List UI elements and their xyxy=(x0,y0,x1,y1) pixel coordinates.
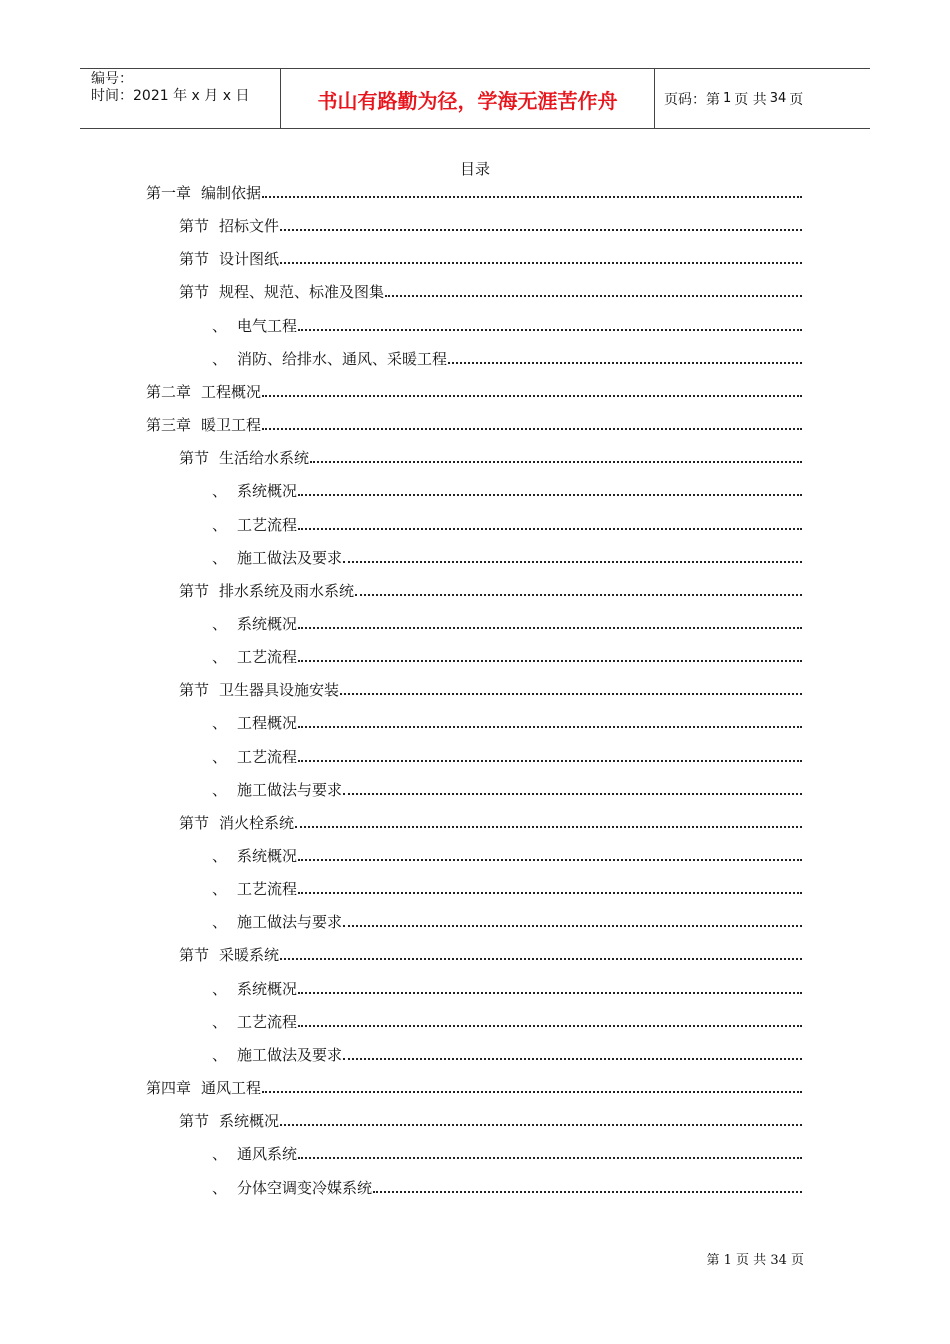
toc-entry-prefix: 第节 xyxy=(179,681,210,699)
header-meta xyxy=(80,69,281,128)
toc-dot-leader xyxy=(298,991,802,994)
toc-dot-leader xyxy=(262,427,802,430)
page-header xyxy=(80,68,870,129)
toc-entry-text: 施工做法与要求 xyxy=(237,913,343,931)
toc-entry-prefix: 、 xyxy=(212,317,228,335)
toc-entry[interactable] xyxy=(212,910,802,932)
toc-entry-text: 工程概况 xyxy=(201,383,262,401)
toc-entry-prefix: 第节 xyxy=(179,1112,210,1130)
toc-entry-prefix: 、 xyxy=(212,980,228,998)
toc-dot-leader xyxy=(448,361,802,364)
toc-dot-leader xyxy=(262,195,802,198)
toc-entry-label xyxy=(179,813,294,833)
toc-dot-leader xyxy=(298,891,802,894)
toc-entry-prefix: 、 xyxy=(212,880,228,898)
toc-entry-prefix: 第节 xyxy=(179,250,210,268)
toc-entry[interactable] xyxy=(212,977,802,999)
toc-dot-leader xyxy=(262,1090,802,1093)
toc-entry-label xyxy=(212,349,447,369)
toc-entry-prefix: 、 xyxy=(212,648,228,666)
toc-dot-leader xyxy=(280,228,802,231)
toc-entry-text: 排水系统及雨水系统 xyxy=(219,582,355,600)
toc-entry-label xyxy=(212,979,297,999)
toc-dot-leader xyxy=(298,493,802,496)
toc-entry[interactable] xyxy=(179,280,802,302)
toc-entry-prefix: 第二章 xyxy=(146,383,192,401)
header-motto: 书山有路勤为径，学海无涯苦作舟 xyxy=(281,69,655,128)
toc-entry-prefix: 、 xyxy=(212,781,228,799)
toc-entry-text: 设计图纸 xyxy=(219,250,280,268)
toc-entry[interactable] xyxy=(212,1176,802,1198)
toc-entry[interactable] xyxy=(212,711,802,733)
toc-entry-text: 工艺流程 xyxy=(237,880,298,898)
page-label-suffix: 页 xyxy=(789,91,804,108)
toc-entry[interactable] xyxy=(212,645,802,667)
toc-entry-text: 工艺流程 xyxy=(237,648,298,666)
toc-entry-label xyxy=(212,647,297,667)
toc-entry-label xyxy=(179,448,309,468)
toc-entry-text: 系统概况 xyxy=(237,482,298,500)
toc-entry-label xyxy=(212,1178,372,1198)
toc-entry-prefix: 第三章 xyxy=(146,416,192,434)
toc-dot-leader xyxy=(298,527,802,530)
toc-dot-leader xyxy=(298,659,802,662)
page-current: 1 xyxy=(723,91,732,106)
toc-entry[interactable] xyxy=(179,678,802,700)
toc-entry-prefix: 第节 xyxy=(179,283,210,301)
toc-entry[interactable] xyxy=(179,943,802,965)
toc-entry-text: 消防、给排水、通风、采暖工程 xyxy=(237,350,448,368)
toc-title: 目录 xyxy=(459,160,490,178)
toc-entry-prefix: 第节 xyxy=(179,449,210,467)
toc-entry[interactable] xyxy=(146,413,802,435)
page-label-prefix: 页码：第 xyxy=(664,91,720,108)
toc-dot-leader xyxy=(298,1024,802,1027)
toc-dot-leader xyxy=(343,792,802,795)
toc-entry-prefix: 、 xyxy=(212,482,228,500)
toc-dot-leader xyxy=(340,692,802,695)
toc-dot-leader xyxy=(355,593,802,596)
toc-entry[interactable] xyxy=(212,314,802,336)
toc-entry-text: 系统概况 xyxy=(219,1112,280,1130)
toc-entry-text: 招标文件 xyxy=(219,217,280,235)
toc-entry-text: 规程、规范、标准及图集 xyxy=(219,283,385,301)
toc-entry-text: 工艺流程 xyxy=(237,748,298,766)
toc-entry-label xyxy=(179,680,339,700)
toc-entry[interactable] xyxy=(212,745,802,767)
toc-entry-label xyxy=(212,1045,342,1065)
toc-entry-prefix: 、 xyxy=(212,549,228,567)
toc-entry-text: 系统概况 xyxy=(237,847,298,865)
toc-entry-text: 生活给水系统 xyxy=(219,449,310,467)
header-page-number xyxy=(655,69,870,128)
toc-entry[interactable] xyxy=(179,247,802,269)
toc-entry-label xyxy=(212,747,297,767)
toc-dot-leader xyxy=(298,759,802,762)
toc-dot-leader xyxy=(310,460,802,463)
toc-entry-prefix: 、 xyxy=(212,615,228,633)
toc-entry-label xyxy=(179,282,384,302)
toc-entry-label xyxy=(212,515,297,535)
toc-entry-label xyxy=(179,216,279,236)
toc-entry-prefix: 第一章 xyxy=(146,184,192,202)
toc-entry-text: 施工做法及要求 xyxy=(237,549,343,567)
toc-entry-prefix: 、 xyxy=(212,1046,228,1064)
toc-entry-label xyxy=(146,183,261,203)
toc-entry-prefix: 第节 xyxy=(179,946,210,964)
toc-entry-text: 施工做法及要求 xyxy=(237,1046,343,1064)
toc-entry[interactable] xyxy=(179,579,802,601)
toc-entry-prefix: 、 xyxy=(212,1179,228,1197)
toc-entry-label xyxy=(179,1111,279,1131)
toc-entry-prefix: 、 xyxy=(212,1013,228,1031)
toc-dot-leader xyxy=(298,725,802,728)
toc-entry-text: 分体空调变冷媒系统 xyxy=(237,1179,373,1197)
toc-entry-prefix: 第节 xyxy=(179,217,210,235)
toc-entry-label xyxy=(179,581,354,601)
toc-dot-leader xyxy=(373,1190,802,1193)
toc-entry-label xyxy=(212,846,297,866)
toc-dot-leader xyxy=(262,394,802,397)
toc-entry[interactable] xyxy=(212,877,802,899)
page-footer: 第 1 页 共 34 页 xyxy=(706,1253,804,1268)
page-total: 34 xyxy=(769,91,787,106)
toc-entry[interactable] xyxy=(212,778,802,800)
toc-dot-leader xyxy=(298,1156,802,1159)
toc-entry-text: 暖卫工程 xyxy=(201,416,262,434)
toc-entry-prefix: 、 xyxy=(212,748,228,766)
toc-entry[interactable] xyxy=(146,1076,802,1098)
toc-entry-prefix: 第四章 xyxy=(146,1079,192,1097)
toc-dot-leader xyxy=(298,626,802,629)
toc-entry-text: 采暖系统 xyxy=(219,946,280,964)
toc-entry-label xyxy=(146,415,261,435)
toc-entry[interactable] xyxy=(212,347,802,369)
toc-entry-label xyxy=(179,945,279,965)
toc-entry-text: 编制依据 xyxy=(201,184,262,202)
toc-entry-prefix: 第节 xyxy=(179,814,210,832)
toc-entry-text: 通风工程 xyxy=(201,1079,262,1097)
toc-entry[interactable] xyxy=(179,214,802,236)
toc-dot-leader xyxy=(298,328,802,331)
toc-entry-label xyxy=(146,382,261,402)
toc-dot-leader xyxy=(280,261,802,264)
toc-entry-text: 消火栓系统 xyxy=(219,814,295,832)
toc-entry-text: 施工做法与要求 xyxy=(237,781,343,799)
document-number-label: 编号： xyxy=(91,71,133,87)
toc-entry[interactable] xyxy=(179,811,802,833)
toc-entry-prefix: 、 xyxy=(212,714,228,732)
toc-entry-text: 工艺流程 xyxy=(237,1013,298,1031)
toc-entry[interactable] xyxy=(212,612,802,634)
toc-entry[interactable] xyxy=(179,446,802,468)
toc-entry[interactable] xyxy=(212,479,802,501)
toc-entry-prefix: 、 xyxy=(212,350,228,368)
toc-entry-label xyxy=(212,481,297,501)
toc-entry-label xyxy=(212,316,297,336)
toc-entry-text: 工艺流程 xyxy=(237,516,298,534)
toc-entry-text: 通风系统 xyxy=(237,1145,298,1163)
page-label-mid: 页 共 xyxy=(734,91,767,108)
toc-dot-leader xyxy=(280,1123,802,1126)
toc-entry-prefix: 、 xyxy=(212,516,228,534)
toc-entry-label xyxy=(212,614,297,634)
toc-entry-label xyxy=(212,713,297,733)
toc-entry-prefix: 、 xyxy=(212,847,228,865)
toc-entry[interactable] xyxy=(212,1142,802,1164)
toc-entry[interactable] xyxy=(146,380,802,402)
toc-entry-prefix: 、 xyxy=(212,913,228,931)
toc-entry[interactable] xyxy=(212,1010,802,1032)
toc-entry-label xyxy=(146,1078,261,1098)
toc-dot-leader xyxy=(280,957,802,960)
toc-entry[interactable] xyxy=(212,844,802,866)
toc-dot-leader xyxy=(343,1057,802,1060)
toc-entry-label xyxy=(179,249,279,269)
toc-entry-label xyxy=(212,912,342,932)
toc-entry-text: 卫生器具设施安装 xyxy=(219,681,340,699)
toc-dot-leader xyxy=(385,294,802,297)
toc-entry-label xyxy=(212,1144,297,1164)
toc-entry[interactable] xyxy=(212,1043,802,1065)
toc-dot-leader xyxy=(343,560,802,563)
toc-dot-leader xyxy=(343,924,802,927)
toc-entry-prefix: 、 xyxy=(212,1145,228,1163)
document-date: 时间：2021 年 x 月 x 日 xyxy=(91,88,250,104)
toc-entry-text: 工程概况 xyxy=(237,714,298,732)
toc-entry-label xyxy=(212,879,297,899)
toc-entry-text: 系统概况 xyxy=(237,980,298,998)
toc-entry-label xyxy=(212,548,342,568)
toc-entry-text: 电气工程 xyxy=(237,317,298,335)
toc-entry-label xyxy=(212,780,342,800)
toc-entry[interactable] xyxy=(212,546,802,568)
toc-entry-label xyxy=(212,1012,297,1032)
toc-dot-leader xyxy=(295,825,802,828)
toc-entry[interactable] xyxy=(146,181,802,203)
toc-entry-text: 系统概况 xyxy=(237,615,298,633)
toc-entry-prefix: 第节 xyxy=(179,582,210,600)
toc-dot-leader xyxy=(298,858,802,861)
toc-entry[interactable] xyxy=(179,1109,802,1131)
toc-entry[interactable] xyxy=(212,513,802,535)
